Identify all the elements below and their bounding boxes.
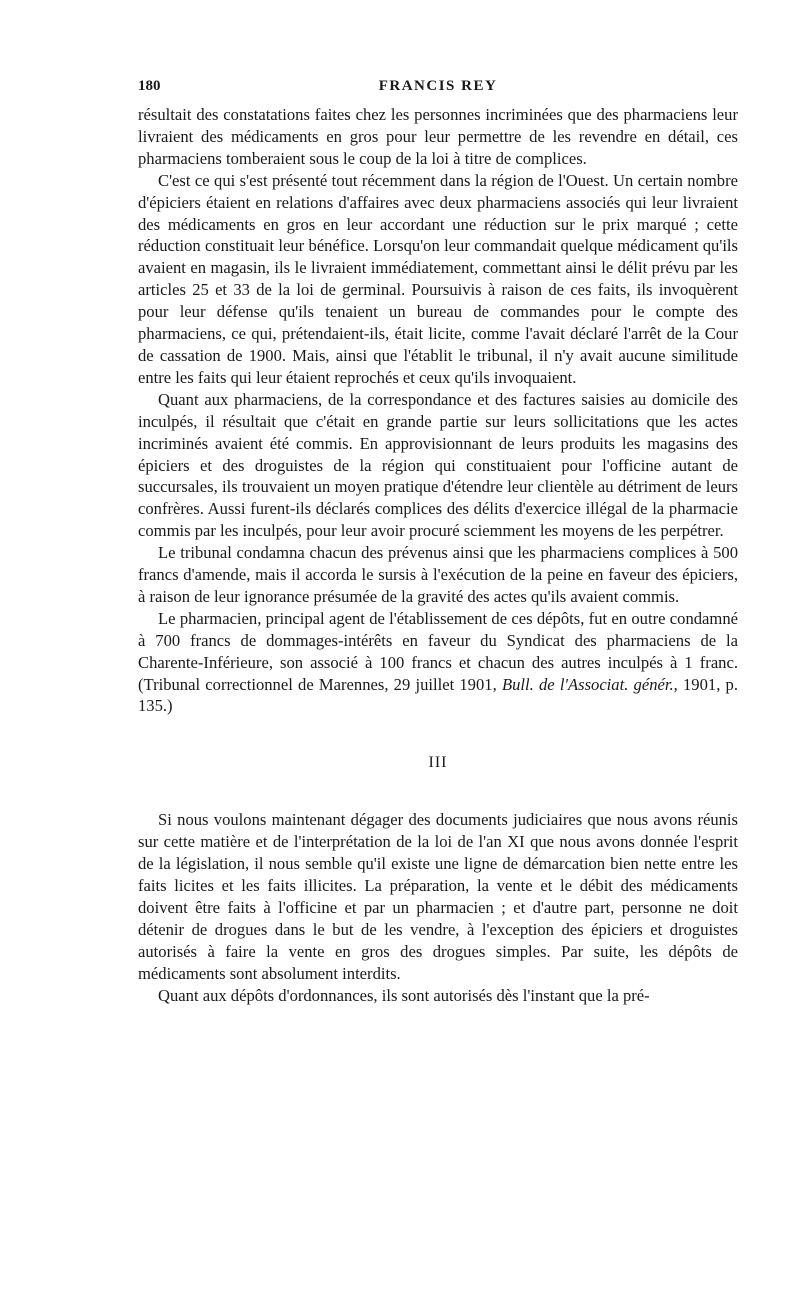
page-body — [138, 104, 738, 1006]
citation-text-after: , 1901, p. 135.) — [138, 674, 738, 716]
page-number: 180 — [138, 78, 161, 94]
book-page — [138, 78, 738, 1006]
paragraph-depots-ordonnances: Quant aux dépôts d'ordonnances, ils sont autorisés dès l'instant que la pré- — [158, 985, 650, 1005]
paragraph-pharmaciens-complices: Quant aux pharmaciens, de la correspondance et des factures saisies au domicile des inculpés, il résultait que c'était en grande partie sur leurs sollicitations que les actes incriminés avaient été commis. En approvisionnant de leurs produits les magasins des épiciers et des droguistes de la région qui constituaient pour l'officine autant de succursales, ils trouvaient un moyen pratique d'étendre leur clientèle au détriment de leurs confrères. Aussi furent-ils déclarés complices des délits d'exercice illégal de la pharmacie commis par les inculpés, pour leur avoir procuré sciemment les moyens de les perpétrer. — [138, 389, 738, 541]
section-heading: III — [428, 754, 448, 772]
paragraph-continuation: résultait des constatations faites chez les personnes incriminées que des pharmaciens leur livraient des médicaments en gros pour leur permettre de les revendre en détail, ces pharmaciens tomberaient sous le coup de la loi à titre de complices. — [138, 105, 738, 168]
paragraph-conclusion: Si nous voulons maintenant dégager des documents judiciaires que nous avons réunis sur cette matière et de l'interprétation de la loi de l'an XI que nous avons donnée l'esprit de la législation, il nous semble qu'il existe une ligne de démarcation bien nette entre les faits licites et les faits illicites. La préparation, la vente et le débit des médicaments doivent être faits à l'officine et par un pharmacien ; et d'autre part, personne ne doit détenir de drogues dans le but de les vendre, à l'exception des épiciers et droguistes autorisés à faire la vente en gros des drogues simples. Par suite, les dépôts de médicaments sont absolument interdits. — [138, 810, 738, 983]
paragraph-ouest-case: C'est ce qui s'est présenté tout récemment dans la région de l'Ouest. Un certain nombre d'épiciers étaient en relations d'affaires avec deux pharmaciens associés qui leur livraient des médicaments en gros en leur accordant une réduction sur le prix marqué ; cette réduction constituait leur bénéfice. Lorsqu'on leur commandait quelque médicament qu'ils avaient en magasin, ils le livraient immédiatement, commettant ainsi le délit prévu par les articles 25 et 33 de la loi de germinal. Poursuivis à raison de ces faits, ils invoquèrent pour leur défense qu'ils tenaient un bureau de commandes pour le compte des pharmaciens, ce qui, prétendaient-ils, était licite, comme l'avait déclaré l'arrêt de la Cour de cassation de 1900. Mais, ainsi que l'établit le tribunal, il n'y avait aucune similitude entre les faits qui leur étaient reprochés et ceux qu'ils invoquaient. — [138, 170, 738, 387]
running-head — [138, 78, 738, 104]
running-title: FRANCIS REY — [378, 78, 498, 94]
paragraph-condamnation: Le tribunal condamna chacun des prévenus ainsi que les pharmaciens complices à 500 francs d'amende, mais il accorda le sursis à l'exécution de la peine en faveur des épiciers, à raison de leur ignorance présumée de la gravité des actes qu'ils avaient commis. — [138, 543, 738, 606]
citation-journal-title: Bull. de l'Associat. génér. — [501, 674, 674, 694]
paragraph-dommages-interets — [138, 608, 738, 718]
citation-text-before: Le pharmacien, principal agent de l'établissement de ces dépôts, fut en outre condamné à 700 francs de dommages-intérêts en faveur du Syndicat des pharmaciens de la Charente-Inférieure, son associé à 100 francs et chacun des autres inculpés à 1 franc. (Tribunal correctionnel de Marennes, 29 juillet 1901, — [138, 608, 738, 694]
